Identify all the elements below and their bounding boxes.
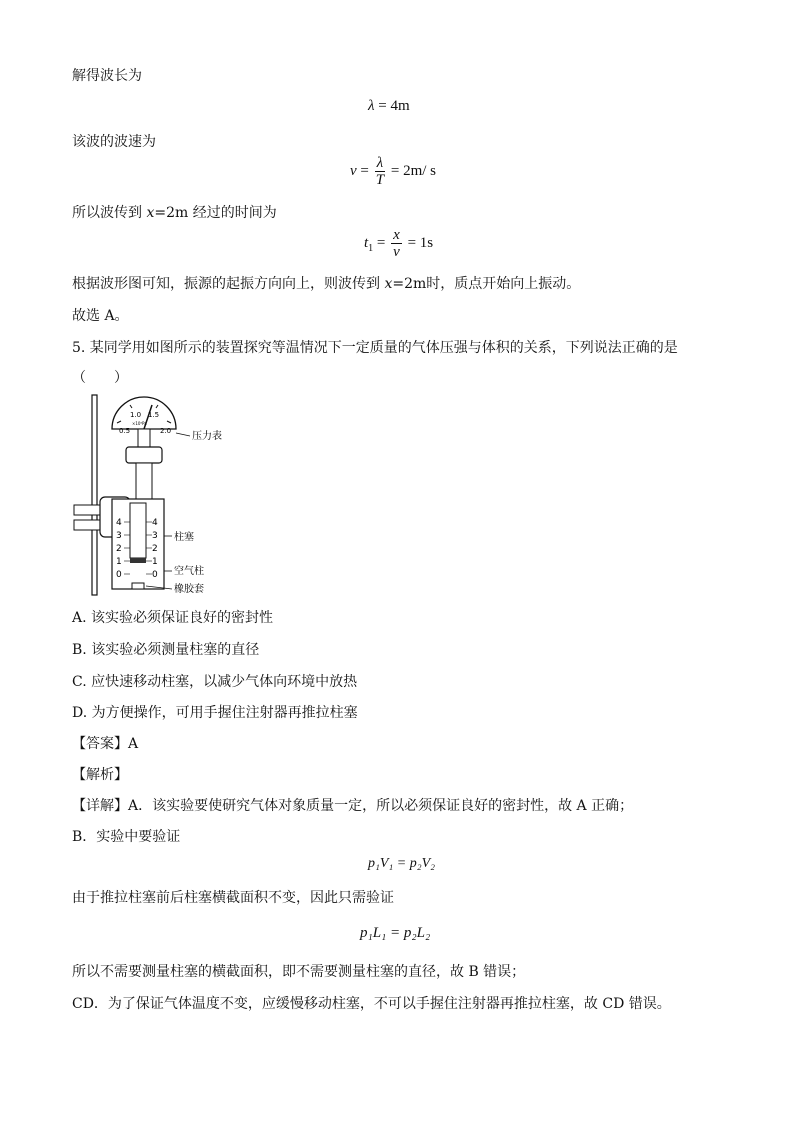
question-stem: 5. 某同学用如图所示的装置探究等温情况下一定质量的气体压强与体积的关系，下列说法正确的是: [72, 340, 678, 356]
text-line: B．实验中要验证: [72, 829, 181, 845]
scale-label: 4: [152, 518, 158, 528]
scale-label: 3: [116, 531, 122, 541]
text-line: 故选 A。: [72, 308, 129, 324]
label-air-column: 空气柱: [174, 566, 204, 577]
option-b: B. 该实验必须测量柱塞的直径: [72, 642, 260, 658]
gauge-tick-label: 2.0: [160, 427, 172, 435]
text-line: 由于推拉柱塞前后柱塞横截面积不变，因此只需验证: [72, 890, 394, 906]
scale-label: 1: [116, 557, 122, 567]
text-line: 所以波传到 x=2m 经过的时间为: [72, 205, 277, 221]
option-d: D. 为方便操作，可用手握住注射器再推拉柱塞: [72, 705, 358, 721]
gauge-tick-label: 0.5: [119, 427, 131, 435]
scale-label: 0: [152, 570, 158, 580]
gauge-unit: ×10⁵Pa: [132, 421, 147, 426]
option-c: C. 应快速移动柱塞，以减少气体向环境中放热: [72, 674, 358, 690]
text-line: CD．为了保证气体温度不变，应缓慢移动柱塞，不可以手握住注射器再推拉柱塞，故 CD 错误。: [72, 996, 671, 1012]
gauge-tick-label: 1.5: [148, 411, 160, 419]
text-line: 所以不需要测量柱塞的横截面积，即不需要测量柱塞的直径，故 B 错误；: [72, 964, 526, 980]
scale-label: 2: [152, 544, 158, 554]
label-plunger: 柱塞: [174, 532, 194, 543]
label-pressure-gauge: 压力表: [192, 431, 222, 442]
scale-label: 2: [116, 544, 122, 554]
scale-label: 1: [152, 557, 158, 567]
answer-label: 【答案】A: [72, 736, 139, 752]
formula-pl: p₁L₁ = p₂L₂: [360, 925, 431, 941]
gauge-tick-label: 1.0: [130, 411, 142, 419]
scale-label: 3: [152, 531, 158, 541]
formula-time: $t_1$ = $\frac{x}{v}$ = 1s: [364, 227, 434, 260]
label-rubber-cap: 橡胶套: [174, 584, 204, 595]
scale-label: 4: [116, 518, 122, 528]
option-a: A. 该实验必须保证良好的密封性: [72, 610, 274, 626]
formula-velocity: v = $\frac{\lambda}{T}$ = 2m/ s: [350, 155, 437, 188]
detail-line: 【详解】A．该实验要使研究气体对象质量一定，所以必须保证良好的密封性，故 A 正确；: [72, 798, 634, 814]
text-line: 解得波长为: [72, 68, 142, 84]
text-line: 该波的波速为: [72, 134, 156, 150]
apparatus-diagram: [72, 393, 232, 598]
answer-blank: （ ）: [72, 370, 128, 386]
text-line: 根据波形图可知，振源的起振方向向上，则波传到 x=2m时，质点开始向上振动。: [72, 276, 581, 292]
formula-pv: p₁V₁ = p₂V₂: [368, 856, 436, 871]
scale-label: 0: [116, 570, 122, 580]
formula-wavelength: λ = 4m: [368, 98, 410, 114]
analysis-label: 【解析】: [72, 767, 128, 783]
